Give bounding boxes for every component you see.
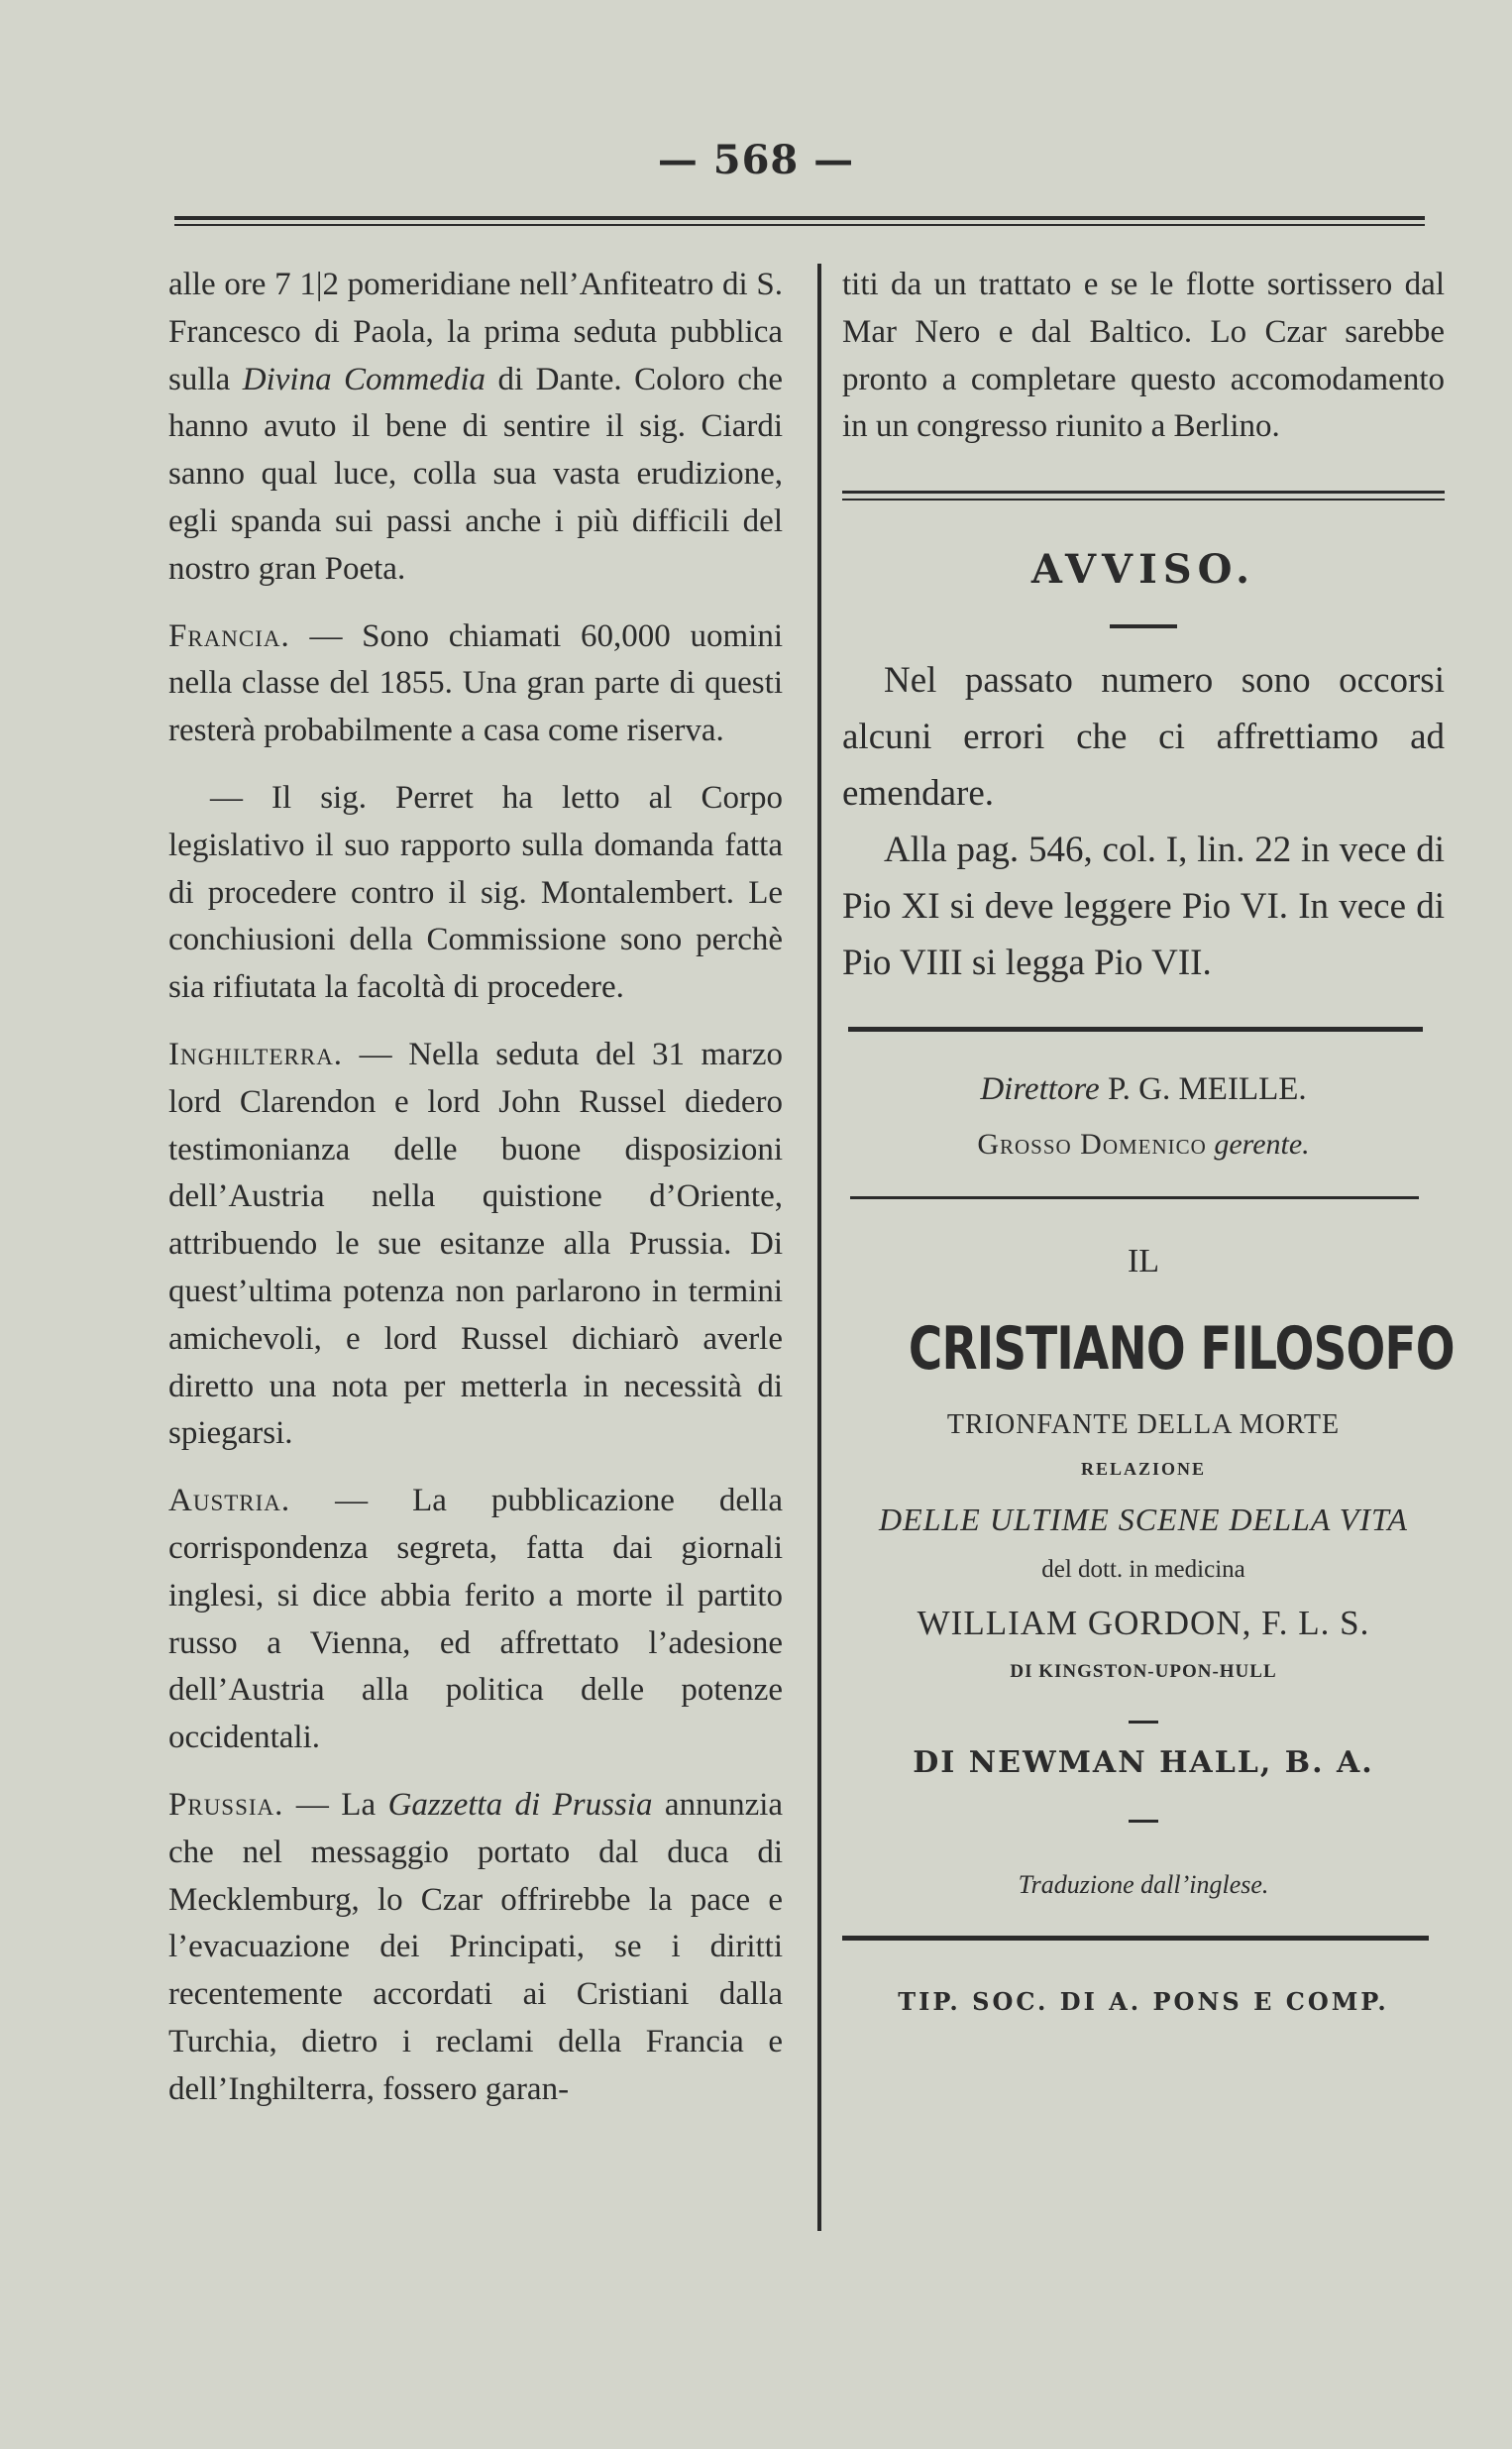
prussia-label: Prussia. — [168, 1786, 284, 1823]
book-author: WILLIAM GORDON, F. L. S. — [917, 1604, 1370, 1643]
avviso-body — [842, 652, 1445, 991]
credits-rule — [850, 1196, 1419, 1199]
title-underline — [1110, 624, 1177, 628]
paragraph-inghilterra — [168, 1032, 783, 1458]
paragraph-perret: — Il sig. Perret ha letto al Corpo legislativo il suo rapporto sulla domanda fatta di procedere contro il sig. Montalembert. Le conchiusioni della Commissione sono perchè sia rifiutata la facoltà di procedere. — [168, 779, 783, 1006]
left-column — [168, 262, 783, 2133]
prussia-text-a: — La — [295, 1786, 377, 1823]
inghilterra-text: — Nella seduta del 31 marzo lord Clarendon e lord John Russel diedero testimonianza delle buone disposizioni dell’Austria nella quistione d’Oriente, attribuendo le sue esitanze alla Prussia. Di quest’ultima potenza non parlarono in termini amichevoli, e lord Russel dichiarò averle diretto una nota per metterla in necessità di spiegarsi. — [168, 1036, 784, 1452]
paragraph-austria — [168, 1478, 783, 1762]
book-place: DI KINGSTON-UPON-HULL — [1010, 1661, 1277, 1683]
book-relazione: RELAZIONE — [1080, 1459, 1207, 1480]
avviso-paragraph-1: Nel passato numero sono occorsi alcuni errori che ci affrettiamo ad emendare. — [842, 660, 1445, 815]
book-subtitle: TRIONFANTE DELLA MORTE — [946, 1409, 1341, 1441]
avviso-paragraph-2: Alla pag. 546, col. I, lin. 22 in vece di Pio XI si deve leggere Pio VI. In vece di Pio VIII si legga Pio VII. — [842, 830, 1445, 984]
right-column — [842, 262, 1455, 2017]
continuation-text: titi da un trattato e se le flotte sortissero dal Mar Nero e dal Baltico. Lo Czar sarebbe pronto a completare questo accomodamento in un congresso riunito a Berlino. — [842, 267, 1445, 445]
divina-commedia-title: Divina Commedia — [242, 361, 486, 397]
gazzetta-title: Gazzetta di Prussia — [387, 1786, 653, 1823]
austria-text: — La pubblicazione della corrispondenza segreta, fatta dai giornali inglesi, si dice abbia ferito a morte il partito russo a Vienna, ed affrettato l’adesione dell’Austria alla politica delle potenze occidentali. — [168, 1483, 783, 1756]
francia-label: Francia. — [168, 617, 290, 654]
manager-line — [842, 1117, 1445, 1172]
book-translation-note: Traduzione dall’inglese. — [1018, 1870, 1269, 1900]
paragraph-dante — [168, 262, 783, 594]
staff-credits — [842, 1061, 1445, 1172]
francia-text: — Sono chiamati 60,000 uomini nella classe del 1855. Una gran parte di questi resterà probabilmente a casa come riserva. — [168, 617, 783, 749]
book-dash — [1129, 1721, 1158, 1724]
director-line — [842, 1061, 1445, 1117]
paragraph-francia — [168, 613, 783, 755]
section-rule — [842, 491, 1445, 501]
column-divider — [817, 264, 821, 2231]
printer-rule — [842, 1936, 1429, 1944]
book-article: IL — [1127, 1243, 1160, 1280]
paragraph-dante-end: di Dante. Coloro che hanno avuto il bene di sentire il sig. Ciardi sanno qual luce, colla sua vasta erudizione, egli spanda sui passi anche i più difficili del nostro gran Poeta. — [168, 361, 783, 587]
paragraph-prussia — [168, 1782, 783, 2114]
book-translator: DI NEWMAN HALL, B. A. — [913, 1745, 1374, 1781]
printer-imprint: TIP. SOC. DI A. PONS E COMP. — [898, 1987, 1389, 2017]
director-label: Direttore — [980, 1071, 1100, 1108]
inghilterra-label: Inghilterra. — [168, 1036, 344, 1072]
manager-label: gerente. — [1214, 1128, 1310, 1162]
avviso-end-rule — [848, 1027, 1423, 1032]
page-number: — 568 — — [657, 137, 855, 183]
book-title: CRISTIANO FILOSOFO — [908, 1314, 1455, 1385]
book-dott: del dott. in medicina — [1041, 1556, 1245, 1584]
avviso-title: AVVISO. — [1030, 546, 1256, 594]
header-rule — [174, 216, 1425, 226]
book-dash-2 — [1129, 1820, 1158, 1823]
manager-name: Grosso Domenico — [977, 1128, 1207, 1162]
book-advertisement — [842, 1243, 1455, 1900]
paragraph-dante-text: alle ore 7 1|2 pomeridiane nell’Anfiteatro di S. Francesco di Paola, la prima seduta pubblica sulla — [168, 267, 783, 397]
prussia-text-b: annunzia che nel messaggio portato dal duca di Mecklemburg, lo Czar offrirebbe la pace e l’evacuazione dei Principati, se i diritti recentemente accordati ai Cristiani dalla Turchia, dietro i reclami della Francia e dell’Inghilterra, fossero garan- — [168, 1786, 784, 2107]
austria-label: Austria. — [168, 1483, 291, 1519]
book-ultime-scene: DELLE ULTIME SCENE DELLA VITA — [879, 1502, 1408, 1538]
director-name: P. G. MEILLE. — [1107, 1071, 1307, 1108]
